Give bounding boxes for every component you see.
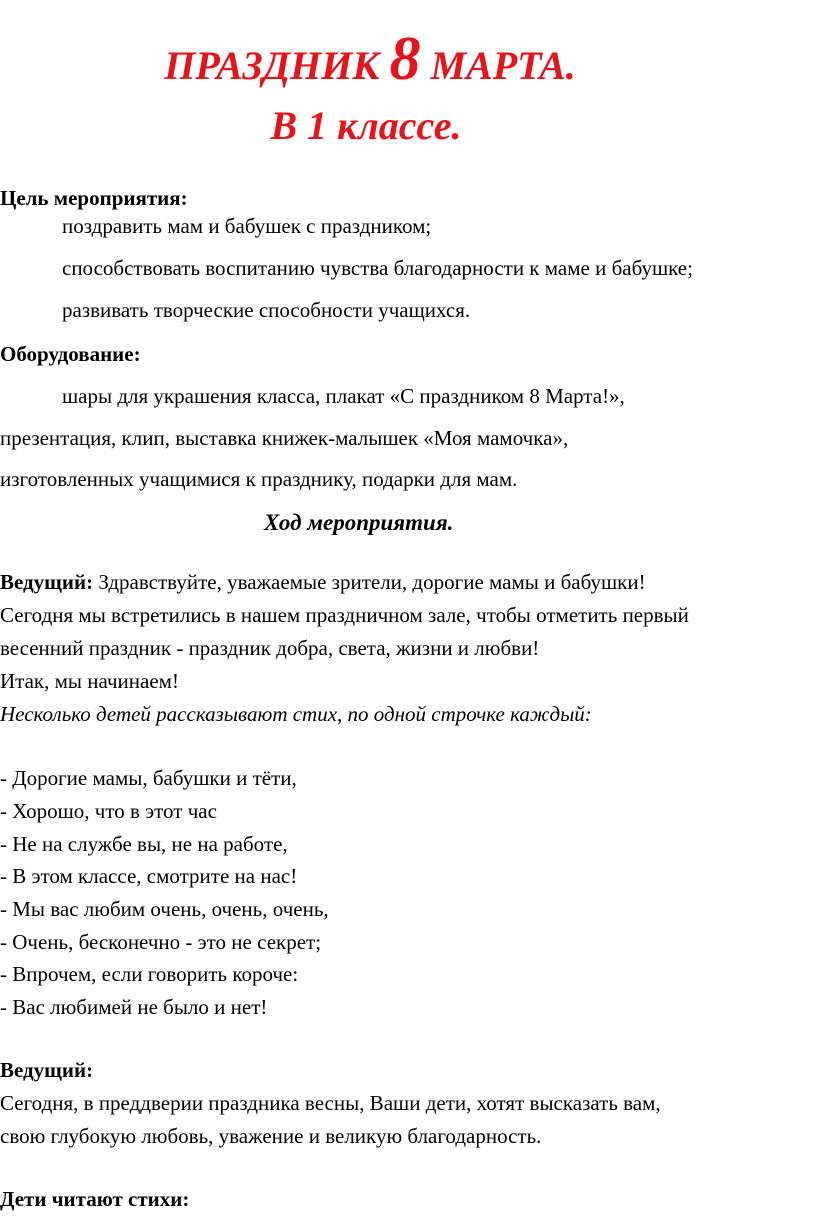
stage-instruction: Несколько детей рассказывают стих, по одной строчке каждый: — [0, 702, 592, 726]
poem-line: - Мы вас любим очень, очень, очень, — [0, 897, 329, 921]
host-label: Ведущий: — [0, 570, 94, 594]
goal-item: способствовать воспитанию чувства благодарности к маме и бабушке; — [62, 256, 693, 280]
poem-line: - Хорошо, что в этот час — [0, 799, 217, 823]
poem-line: - Впрочем, если говорить короче: — [0, 962, 299, 986]
equipment-label: Оборудование: — [0, 342, 141, 366]
host-greeting: Здравствуйте, уважаемые зрители, дорогие мамы и бабушки! — [93, 570, 646, 594]
title-part2: МАРТА. — [430, 43, 576, 88]
host-line: Итак, мы начинаем! — [0, 669, 179, 693]
host-line: Сегодня, в преддверии праздника весны, Ваши дети, хотят высказать вам, — [0, 1091, 661, 1115]
host-line: весенний праздник - праздник добра, света, жизни и любви! — [0, 636, 540, 660]
title-part1: ПРАЗДНИК — [164, 43, 380, 88]
host-line: свою глубокую любовь, уважение и великую благодарность. — [0, 1124, 542, 1148]
page-subtitle: В 1 классе. — [270, 103, 462, 148]
poem-line: - Не на службе вы, не на работе, — [0, 832, 288, 856]
poem-line: - Вас любимей не было и нет! — [0, 995, 268, 1019]
goal-label: Цель мероприятия: — [0, 186, 188, 210]
host-speech-first-line — [0, 570, 646, 594]
children-read-heading: Дети читают стихи: — [0, 1187, 190, 1211]
poem-line: - Очень, бесконечно - это не секрет; — [0, 930, 322, 954]
equipment-line: шары для украшения класса, плакат «С праздником 8 Марта!», — [62, 384, 625, 408]
goal-item: развивать творческие способности учащихся. — [62, 298, 471, 322]
course-heading: Ход мероприятия. — [264, 510, 454, 535]
host-label: Ведущий: — [0, 1058, 94, 1082]
equipment-line: презентация, клип, выставка книжек-малышек «Моя мамочка», — [0, 426, 569, 450]
poem-line: - Дорогие мамы, бабушки и тёти, — [0, 766, 297, 790]
title-number: 8 — [389, 25, 421, 93]
page-title — [0, 25, 740, 93]
host-line: Сегодня мы встретились в нашем праздничном зале, чтобы отметить первый — [0, 603, 689, 627]
goal-item: поздравить мам и бабушек с праздником; — [62, 214, 432, 238]
poem-line: - В этом классе, смотрите на нас! — [0, 864, 298, 888]
equipment-line: изготовленных учащимися к празднику, подарки для мам. — [0, 467, 518, 491]
